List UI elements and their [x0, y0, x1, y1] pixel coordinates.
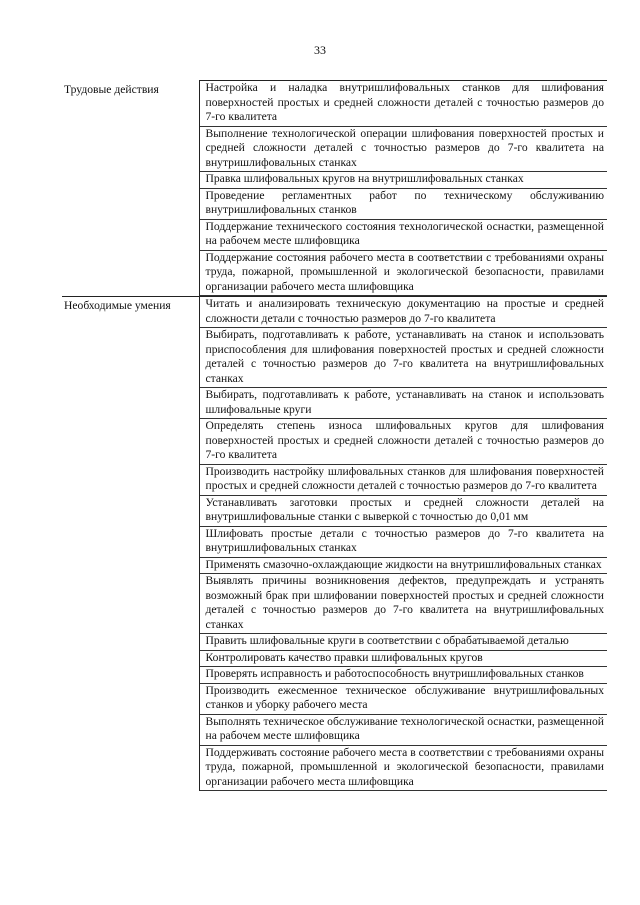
table-cell-item: Настройка и наладка внутришлифовальных станков для шлифования поверхностей простых и средней сложности деталей с точностью размеров до 7-го квалитета — [200, 81, 608, 127]
table-cell-item: Проведение регламентных работ по техническому обслуживанию внутришлифовальных станков — [200, 189, 608, 220]
section-label: Необходимые умения — [62, 297, 199, 792]
table-cell-item: Выполнение технологической операции шлифования поверхностей простых и средней сложности деталей с точностью размеров до 7-го квалитета на внутришлифовальных станках — [200, 127, 608, 173]
table-cell-item: Выбирать, подготавливать к работе, устанавливать на станок и использовать приспособления для шлифования поверхностей простых и средней сложности деталей с точностью размеров до 7-го квалитета на внутришлифовальных станках — [200, 328, 608, 388]
table-cell-item: Шлифовать простые детали с точностью размеров до 7-го квалитета на внутришлифовальных станках — [200, 527, 608, 558]
table-cell-item: Производить ежесменное техническое обслуживание внутришлифовальных станков и уборку рабочего места — [200, 684, 608, 715]
table-cell-item: Устанавливать заготовки простых и средней сложности деталей на внутришлифовальные станки с выверкой с точностью до 0,01 мм — [200, 496, 608, 527]
table-cell-item: Поддержание технического состояния технологической оснастки, размещенной на рабочем месте шлифовщика — [200, 220, 608, 251]
table-cell-item: Контролировать качество правки шлифовальных кругов — [200, 651, 608, 668]
page-number: 33 — [314, 43, 326, 57]
table-cell-item: Выявлять причины возникновения дефектов, предупреждать и устранять возможный брак при шлифовании поверхностей простых и средней сложности деталей с точностью размеров до 7-го квалитета на внутришлифовальных станках — [200, 574, 608, 634]
section-items — [199, 297, 607, 792]
table-cell-item: Правка шлифовальных кругов на внутришлифовальных станках — [200, 172, 608, 189]
table-cell-item: Поддерживать состояние рабочего места в соответствии с требованиями охраны труда, пожарной, промышленной и экологической безопасности, правилами организации рабочего места шлифовщика — [200, 746, 608, 792]
table-cell-item: Выполнять техническое обслуживание технологической оснастки, размещенной на рабочем месте шлифовщика — [200, 715, 608, 746]
table-cell-item: Править шлифовальные круги в соответствии с обрабатываемой деталью — [200, 634, 608, 651]
table-cell-item: Проверять исправность и работоспособность внутришлифовальных станков — [200, 667, 608, 684]
table-cell-item: Поддержание состояния рабочего места в соответствии с требованиями охраны труда, пожарной, промышленной и экологической безопасности, правилами организации рабочего места шлифовщика — [200, 251, 608, 297]
table-cell-item: Применять смазочно-охлаждающие жидкости на внутришлифовальных станках — [200, 558, 608, 575]
section-label: Трудовые действия — [62, 81, 199, 297]
table-cell-item: Производить настройку шлифовальных станков для шлифования поверхностей простых и средней сложности деталей с точностью размеров до 7-го квалитета — [200, 465, 608, 496]
section-row-labor-actions — [62, 81, 607, 297]
table-cell-item: Выбирать, подготавливать к работе, устанавливать на станок и использовать шлифовальные круги — [200, 388, 608, 419]
table-cell-item: Читать и анализировать техническую документацию на простые и средней сложности детали с точностью размеров до 7-го квалитета — [200, 297, 608, 328]
table-cell-item: Определять степень износа шлифовальных кругов для шлифования поверхностей простых и средней сложности деталей с точностью размеров до 7-го квалитета — [200, 419, 608, 465]
requirements-table — [62, 80, 607, 791]
section-items — [199, 81, 607, 297]
section-row-required-skills — [62, 297, 607, 792]
